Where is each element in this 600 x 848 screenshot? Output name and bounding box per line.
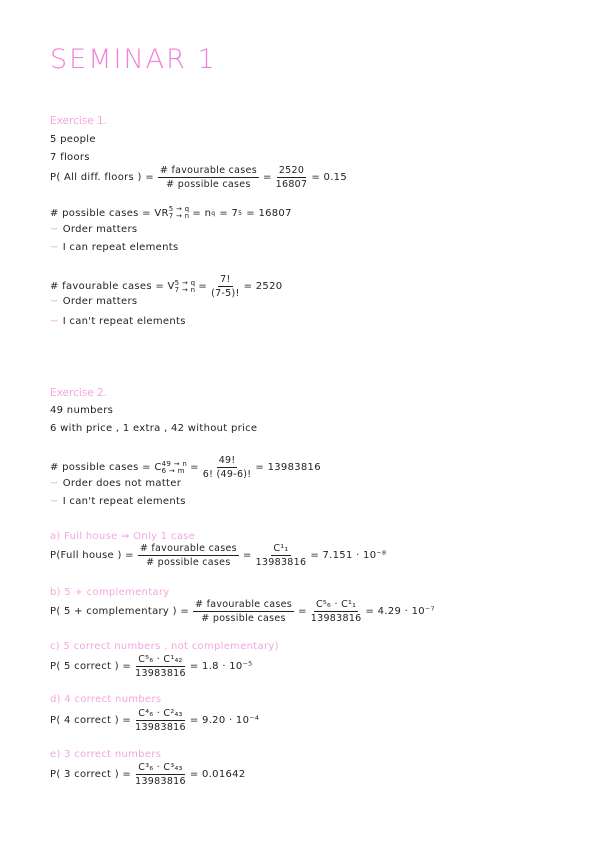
- equals: =: [190, 462, 199, 473]
- subscript: 7 → n: [168, 212, 190, 220]
- formula-part: = 7: [219, 207, 239, 219]
- squiggle-arrow-icon: ~: [50, 496, 59, 507]
- fraction: [256, 543, 307, 568]
- formula-lhs: P( 3 correct ) =: [50, 769, 132, 780]
- result: = 2520: [243, 281, 283, 292]
- result: = 16807: [246, 207, 292, 219]
- ex2-possible-cases: [50, 455, 321, 480]
- numerator: # favourable cases: [195, 599, 293, 610]
- note-text: I can't repeat elements: [62, 496, 186, 507]
- squiggle-arrow-icon: ~: [50, 316, 59, 327]
- numerator: 2520: [278, 165, 305, 176]
- result: = 9.20 · 10⁻⁴: [189, 715, 260, 726]
- ex2-b-heading: [50, 587, 169, 598]
- ex2-e-formula: [50, 762, 246, 787]
- ex2-a-formula: [50, 543, 386, 568]
- fraction: [138, 543, 239, 568]
- numerator: C³₆ · C³₄₃: [138, 762, 183, 773]
- numerator: C⁵₆ · C¹₁: [316, 599, 357, 610]
- ex2-d-formula: [50, 708, 259, 733]
- part-heading: e) 3 correct numbers: [50, 749, 162, 760]
- numerator: 7!: [220, 274, 231, 285]
- indices: [169, 206, 190, 220]
- subscript: 6 → m: [161, 466, 185, 475]
- ex2-c-heading: [50, 641, 279, 652]
- ex2-note-order: [50, 478, 181, 489]
- formula-lhs: # possible cases = C: [50, 462, 162, 473]
- equals: =: [262, 172, 272, 183]
- fraction: [193, 599, 294, 624]
- denominator: 13983816: [310, 613, 362, 624]
- denominator: # possible cases: [146, 557, 231, 568]
- fraction: [135, 654, 186, 679]
- ex2-a-heading: [50, 531, 195, 542]
- denominator: 13983816: [255, 557, 307, 568]
- squiggle-arrow-icon: ~: [50, 296, 59, 307]
- note-text: I can't repeat elements: [62, 316, 186, 327]
- squiggle-arrow-icon: ~: [50, 478, 59, 489]
- indices: [175, 280, 196, 294]
- result: = 0.15: [311, 172, 347, 183]
- numerator: C⁵₆ · C¹₄₂: [138, 654, 183, 665]
- denominator: 13983816: [135, 722, 186, 733]
- fraction: [135, 762, 186, 787]
- ex2-line-numbers: 49 numbers: [50, 405, 114, 416]
- superscript: 49 → n: [161, 459, 188, 468]
- denominator: 13983816: [135, 776, 186, 787]
- ex2-c-formula: [50, 654, 252, 679]
- part-heading: a) Full house ⇒ Only 1 case: [50, 531, 196, 542]
- formula-lhs: # favourable cases = V: [50, 281, 175, 292]
- ex1-probability-formula: [50, 165, 347, 190]
- fraction: [158, 165, 259, 190]
- result: = 1.8 · 10⁻⁵: [189, 661, 253, 672]
- ex1-possible-cases: [50, 206, 292, 220]
- fraction: [276, 165, 308, 190]
- denominator: (7-5)!: [211, 288, 240, 299]
- result: = 7.151 · 10⁻⁸: [310, 550, 387, 561]
- numerator: # favourable cases: [159, 165, 257, 176]
- numerator: C⁴₆ · C²₄₃: [138, 708, 183, 719]
- fraction: [211, 274, 240, 299]
- ex2-line-prices: 6 with price , 1 extra , 42 without price: [50, 423, 258, 434]
- denominator: 13983816: [135, 668, 186, 679]
- squiggle-arrow-icon: ~: [50, 242, 59, 253]
- equals: =: [198, 281, 208, 292]
- ex1-note-repeat: [50, 242, 178, 253]
- ex2-b-formula: [50, 599, 435, 624]
- ex1-line-people: 5 people: [50, 134, 96, 145]
- formula-lhs: # possible cases = VR: [50, 207, 169, 219]
- superscript: 5: [238, 209, 243, 217]
- formula-part: = n: [192, 207, 212, 219]
- denominator: 6! (49-6)!: [202, 469, 252, 480]
- ex1-note-norepeat: [50, 316, 186, 327]
- note-text: Order does not matter: [62, 478, 182, 489]
- page-title: SEMINAR 1: [50, 44, 217, 75]
- ex1-line-floors: 7 floors: [50, 152, 90, 163]
- equals: =: [298, 606, 307, 617]
- fraction: [311, 599, 362, 624]
- fraction: [203, 455, 252, 480]
- exercise-2-heading: Exercise 2.: [50, 387, 108, 399]
- ex2-e-heading: [50, 749, 161, 760]
- formula-lhs: P( 5 correct ) =: [50, 661, 132, 672]
- exercise-1-heading: Exercise 1.: [50, 115, 108, 127]
- superscript: 5 → q: [168, 205, 190, 213]
- denominator: 16807: [275, 179, 308, 190]
- ex1-note-order: [50, 224, 137, 235]
- result: = 0.01642: [189, 769, 246, 780]
- result: = 4.29 · 10⁻⁷: [365, 606, 435, 617]
- equals: =: [242, 550, 252, 561]
- squiggle-arrow-icon: ~: [50, 224, 59, 235]
- numerator: # favourable cases: [139, 543, 237, 554]
- formula-lhs: P( All diff. floors ) =: [50, 172, 154, 183]
- superscript: 5 → q: [174, 278, 196, 287]
- note-text: Order matters: [62, 224, 138, 235]
- part-heading: c) 5 correct numbers , not complementary): [50, 641, 279, 652]
- result: = 13983816: [255, 462, 321, 473]
- formula-lhs: P( 4 correct ) =: [50, 715, 132, 726]
- fraction: [135, 708, 186, 733]
- part-heading: b) 5 + complementary: [50, 587, 170, 598]
- ex2-note-norepeat: [50, 496, 186, 507]
- note-text: I can repeat elements: [62, 242, 179, 253]
- formula-lhs: P( 5 + complementary ) =: [50, 606, 189, 617]
- indices: [162, 461, 187, 475]
- note-text: Order matters: [62, 296, 138, 307]
- ex2-d-heading: [50, 694, 161, 705]
- superscript: q: [211, 209, 216, 217]
- part-heading: d) 4 correct numbers: [50, 694, 162, 705]
- denominator: # possible cases: [166, 179, 251, 190]
- denominator: # possible cases: [201, 613, 286, 624]
- formula-lhs: P(Full house ) =: [50, 550, 134, 561]
- numerator: 49!: [218, 455, 236, 466]
- ex1-note-order-2: [50, 296, 137, 307]
- numerator: C¹₁: [273, 543, 289, 554]
- subscript: 7 → n: [174, 285, 196, 294]
